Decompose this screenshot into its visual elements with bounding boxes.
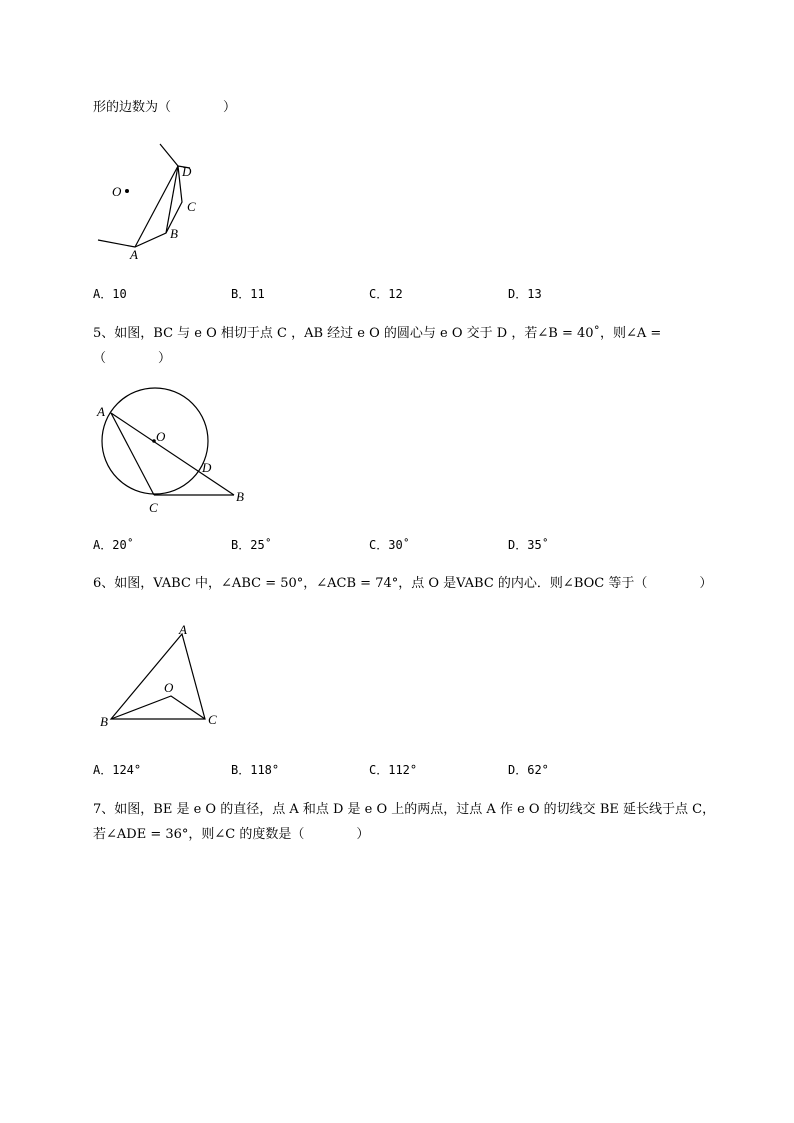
q4-option-a[interactable]: A．10 — [93, 287, 127, 301]
label-A: A — [179, 622, 187, 637]
label-C: C — [149, 500, 158, 515]
label-O: O — [156, 429, 166, 444]
q6-question-line1: 6、如图，VABC 中，∠ABC = 50°，∠ACB = 74°，点 O 是VABC 的内心．则∠BOC 等于（ ） — [93, 576, 713, 591]
center-point-O — [125, 189, 129, 193]
q4-text-tail: 形的边数为（ ） — [93, 100, 237, 115]
label-A: A — [97, 404, 105, 419]
label-B: B — [100, 714, 108, 729]
label-C: C — [187, 199, 196, 214]
label-B: B — [170, 226, 178, 241]
label-D: D — [182, 164, 192, 179]
label-O: O — [164, 680, 174, 695]
q5-question-line2: （ ） — [93, 351, 172, 366]
q7-question-line2: 若∠ADE = 36°，则∠C 的度数是（ ） — [93, 827, 370, 842]
triangle-ABC — [111, 634, 205, 719]
q5-question-line1: 5、如图，BC 与 e O 相切于点 C ，AB 经过 e O 的圆心与 e O 交于 D ，若∠B = 40˚，则∠A = — [93, 326, 662, 341]
q6-option-c[interactable]: C．112° — [369, 763, 418, 777]
q5-option-b[interactable]: B．25˚ — [231, 538, 272, 552]
q6-option-b[interactable]: B．118° — [231, 763, 280, 777]
q4-option-b[interactable]: B．11 — [231, 287, 265, 301]
label-B: B — [236, 489, 244, 504]
line-AB — [111, 413, 234, 495]
q6-triangle-incenter-figure — [96, 622, 226, 732]
q6-option-d[interactable]: D．62° — [508, 763, 549, 777]
q4-option-d[interactable]: D．13 — [508, 287, 542, 301]
q5-option-c[interactable]: C．30˚ — [369, 538, 410, 552]
label-O: O — [112, 184, 122, 199]
q4-polygon-figure — [90, 140, 230, 265]
q6-option-a[interactable]: A．124° — [93, 763, 142, 777]
label-A: A — [130, 247, 138, 262]
q4-option-c[interactable]: C．12 — [369, 287, 403, 301]
q7-question-line1: 7、如图，BE 是 e O 的直径，点 A 和点 D 是 e O 上的两点，过点 A 作 e O 的切线交 BE 延长线于点 C， — [93, 802, 716, 817]
label-C: C — [208, 712, 217, 727]
q5-circle-tangent-figure — [92, 384, 252, 519]
lines-BO-OC — [111, 696, 205, 719]
label-D: D — [202, 460, 212, 475]
line-AC — [111, 413, 154, 495]
q5-option-a[interactable]: A．20˚ — [93, 538, 134, 552]
q5-option-d[interactable]: D．35˚ — [508, 538, 549, 552]
